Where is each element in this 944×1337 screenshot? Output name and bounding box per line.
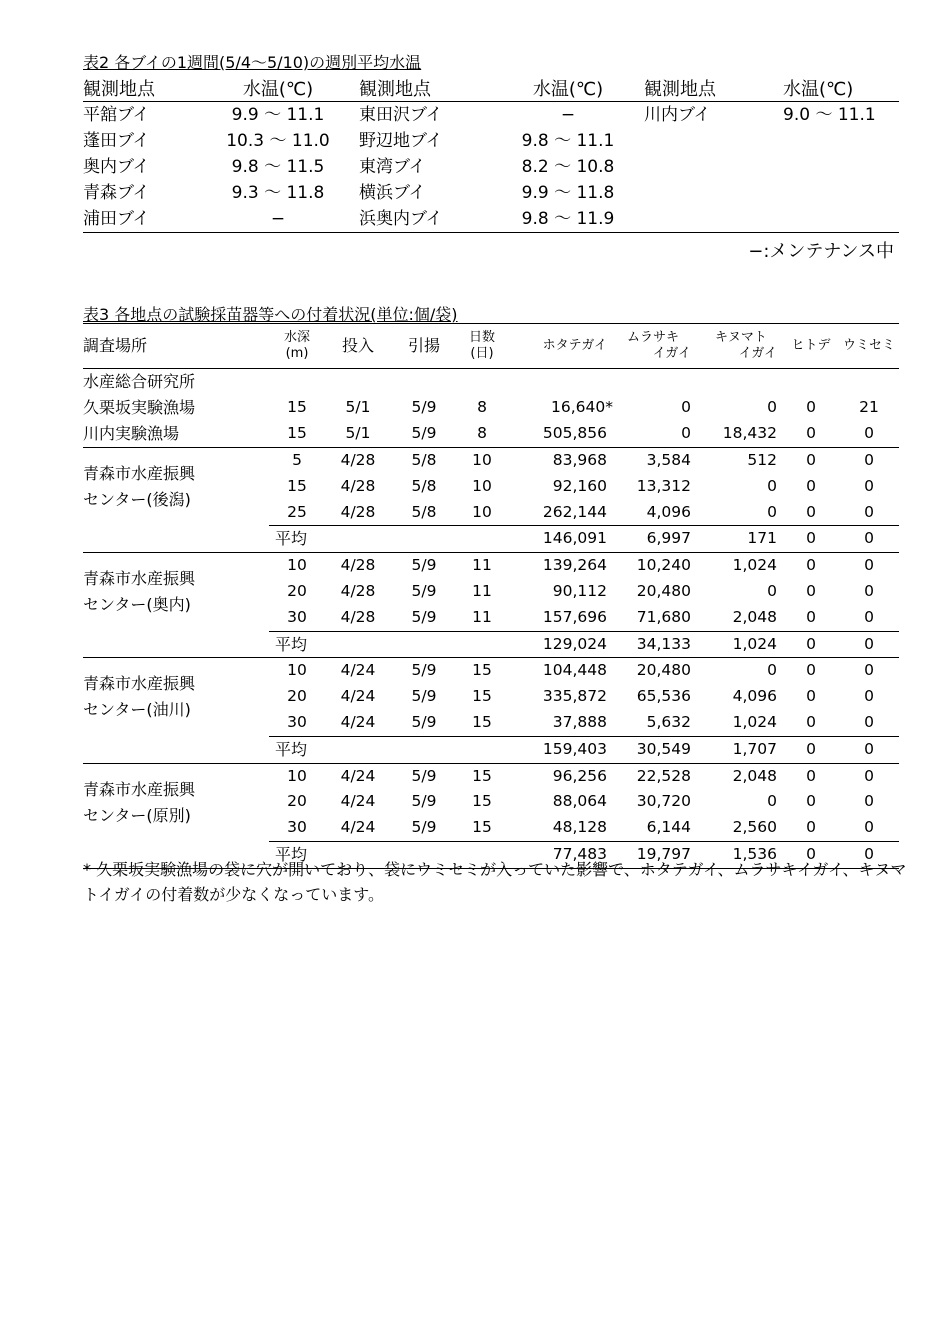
t3-avg-label: 平均 — [269, 736, 507, 763]
t3-hitode: 0 — [806, 451, 816, 469]
t2-cell: 浜奥内ブイ — [353, 206, 498, 233]
t3-umisemi: 0 — [839, 631, 899, 658]
t3-days: 10 — [472, 476, 492, 495]
t3-in: 4/28 — [340, 607, 376, 626]
t3-umisemi: 0 — [864, 792, 874, 811]
t3-umisemi: 0 — [839, 841, 899, 868]
t3-hotate: 139,264 — [542, 556, 607, 575]
t3-hitode: 0 — [783, 841, 839, 868]
t3-umisemi: 0 — [864, 818, 874, 837]
t3-in: 4/24 — [340, 661, 376, 680]
t3-hotate: 104,448 — [542, 661, 607, 680]
t3-hotate: 48,128 — [552, 818, 607, 837]
t3-header-out: 引揚 — [391, 324, 457, 369]
t3-days: 15 — [472, 661, 492, 680]
table-row — [83, 421, 899, 448]
t3-in: 5/1 — [325, 421, 391, 448]
t3-header-depth: 水深 (m) — [269, 324, 325, 369]
t2-header-station: 観測地点 — [353, 78, 498, 102]
table-row — [83, 448, 899, 474]
t2-header-station: 観測地点 — [638, 78, 783, 102]
t3-out: 5/9 — [411, 712, 437, 731]
t3-site: 青森市水産振興 センター(原別) — [83, 779, 196, 825]
t3-days: 15 — [472, 792, 492, 811]
t3-days: 11 — [472, 607, 492, 626]
t3-umisemi: 0 — [864, 581, 874, 600]
t3-out: 5/8 — [411, 476, 437, 495]
t3-depth: 15 — [269, 421, 325, 448]
t3-murasaki: 4,096 — [646, 502, 691, 521]
t3-header-in: 投入 — [325, 324, 391, 369]
t3-murasaki: 13,312 — [636, 476, 691, 495]
t3-murasaki: 6,144 — [646, 818, 691, 837]
t3-site: 青森市水産振興 センター(油川) — [83, 674, 196, 720]
t3-kinuma: 4,096 — [732, 687, 777, 706]
table-row — [83, 369, 899, 396]
t3-depth: 20 — [287, 581, 307, 600]
t3-umisemi: 0 — [839, 736, 899, 763]
t2-cell: 9.8 〜 11.5 — [231, 157, 325, 177]
t3-umisemi: 0 — [864, 476, 874, 495]
t3-hotate: 159,403 — [507, 736, 613, 763]
t3-out: 5/8 — [411, 502, 437, 521]
t2-cell: 青森ブイ — [83, 183, 150, 203]
t3-in: 4/28 — [340, 451, 376, 469]
t3-site: 久栗坂実験漁場 — [83, 398, 196, 417]
t3-depth: 25 — [287, 502, 307, 521]
t3-kinuma: 0 — [767, 502, 777, 521]
table3-footnote: * 久栗坂実験漁場の袋に穴が開いており、袋にウミセミが入っていた影響で、ホタテガイ、ムラサキイガイ、キヌマトイガイの付着数が少なくなっています。 — [83, 860, 907, 904]
t3-site: 川内実験漁場 — [83, 421, 269, 448]
t3-kinuma: 18,432 — [697, 421, 783, 448]
t3-depth: 20 — [287, 687, 307, 706]
t3-days: 15 — [472, 766, 492, 785]
t3-murasaki: 6,997 — [613, 526, 697, 553]
t3-days: 10 — [472, 451, 492, 469]
t3-depth: 20 — [287, 792, 307, 811]
t3-hotate: 88,064 — [552, 792, 607, 811]
t2-cell: 9.8 〜 11.9 — [498, 206, 638, 233]
t3-murasaki: 30,720 — [636, 792, 691, 811]
t3-out: 5/9 — [411, 792, 437, 811]
t3-hotate: 505,856 — [507, 421, 613, 448]
t3-hitode: 0 — [806, 607, 816, 626]
t3-kinuma: 0 — [767, 661, 777, 680]
t3-murasaki: 19,797 — [613, 841, 697, 868]
t3-kinuma: 0 — [767, 476, 777, 495]
t3-avg-label: 平均 — [269, 526, 507, 553]
t3-kinuma: 1,707 — [697, 736, 783, 763]
t2-cell: − — [203, 206, 353, 233]
t2-cell: 9.9 〜 11.1 — [231, 105, 325, 125]
t3-hitode: 0 — [806, 818, 816, 837]
table-row — [83, 658, 899, 684]
t2-cell: 蓬田ブイ — [83, 131, 150, 151]
t3-umisemi: 0 — [864, 687, 874, 706]
t3-site: 青森市水産振興 センター(後潟) — [83, 463, 196, 509]
t3-kinuma: 1,024 — [732, 712, 777, 731]
t3-in: 4/24 — [340, 818, 376, 837]
table-row — [83, 102, 899, 129]
t3-hotate: 157,696 — [542, 607, 607, 626]
t3-kinuma: 171 — [697, 526, 783, 553]
t3-in: 5/1 — [345, 398, 371, 417]
table2 — [83, 78, 899, 233]
t2-cell — [783, 206, 899, 233]
t2-cell: − — [560, 105, 576, 125]
t3-hotate: 90,112 — [552, 581, 607, 600]
table-row — [83, 553, 899, 579]
t2-cell: 奥内ブイ — [83, 157, 150, 177]
t3-out: 5/9 — [391, 421, 457, 448]
t3-hitode: 0 — [806, 476, 816, 495]
table-row — [83, 128, 899, 154]
t3-hitode: 0 — [806, 766, 816, 785]
t3-kinuma: 512 — [747, 451, 777, 469]
t3-in: 4/28 — [340, 581, 376, 600]
t3-murasaki: 5,632 — [646, 712, 691, 731]
t3-hitode: 0 — [783, 421, 839, 448]
t3-hotate: 77,483 — [507, 841, 613, 868]
t3-murasaki: 20,480 — [636, 661, 691, 680]
t3-in: 4/28 — [340, 502, 376, 521]
t2-header-temp: 水温(℃) — [783, 78, 899, 102]
table-row — [83, 154, 899, 180]
t3-out: 5/8 — [411, 451, 437, 469]
t3-murasaki: 20,480 — [636, 581, 691, 600]
t3-days: 15 — [472, 712, 492, 731]
t3-depth: 10 — [287, 766, 307, 785]
t3-hotate: 146,091 — [507, 526, 613, 553]
t3-hitode: 0 — [806, 502, 816, 521]
t2-cell: 東田沢ブイ — [359, 105, 443, 125]
t3-hotate: 16,640* — [551, 398, 613, 417]
t3-murasaki: 65,536 — [636, 687, 691, 706]
t3-kinuma: 2,048 — [732, 607, 777, 626]
t3-in: 4/28 — [340, 476, 376, 495]
table-row-average — [83, 736, 899, 763]
t3-umisemi: 0 — [839, 526, 899, 553]
t2-cell: 野辺地ブイ — [359, 131, 443, 151]
table-row — [83, 180, 899, 206]
t3-murasaki: 30,549 — [613, 736, 697, 763]
t3-umisemi: 0 — [864, 607, 874, 626]
t3-hotate: 262,144 — [542, 502, 607, 521]
t3-hotate: 335,872 — [542, 687, 607, 706]
t2-cell: 9.3 〜 11.8 — [231, 183, 325, 203]
t3-murasaki: 22,528 — [636, 766, 691, 785]
table-row — [83, 395, 899, 421]
t3-murasaki: 0 — [613, 421, 697, 448]
t3-header-days: 日数 (日) — [457, 324, 507, 369]
t3-hotate: 129,024 — [507, 631, 613, 658]
table-row-average — [83, 526, 899, 553]
t3-hitode: 0 — [806, 712, 816, 731]
t3-in: 4/28 — [340, 556, 376, 575]
t3-murasaki: 0 — [681, 398, 691, 417]
t3-umisemi: 0 — [839, 421, 899, 448]
t3-site: 青森市水産振興 センター(奥内) — [83, 569, 196, 615]
t2-cell — [638, 154, 783, 180]
t2-cell: 川内ブイ — [644, 105, 711, 125]
t3-in: 4/24 — [340, 792, 376, 811]
t3-header-site: 調査場所 — [83, 324, 269, 369]
t3-kinuma: 0 — [767, 792, 777, 811]
t2-header-temp: 水温(℃) — [498, 78, 638, 102]
t3-hotate: 96,256 — [552, 766, 607, 785]
table-row-average — [83, 631, 899, 658]
t3-hotate: 92,160 — [552, 476, 607, 495]
t3-out: 5/9 — [411, 818, 437, 837]
table2-title: 表2 各ブイの1週間(5/4〜5/10)の週別平均水温 — [83, 53, 422, 72]
t2-cell — [783, 154, 899, 180]
t3-hitode: 0 — [783, 526, 839, 553]
t3-kinuma: 1,024 — [697, 631, 783, 658]
t3-hotate: 83,968 — [552, 451, 607, 469]
t2-header-station: 観測地点 — [83, 78, 203, 102]
t3-umisemi: 0 — [864, 502, 874, 521]
t2-cell: 平舘ブイ — [83, 105, 150, 125]
t2-cell — [783, 128, 899, 154]
t3-depth: 30 — [287, 712, 307, 731]
t3-avg-label: 平均 — [269, 631, 507, 658]
t3-site: 水産総合研究所 — [83, 372, 196, 391]
t3-depth: 30 — [287, 607, 307, 626]
t3-kinuma: 1,536 — [697, 841, 783, 868]
t2-cell — [638, 128, 783, 154]
t3-out: 5/9 — [411, 687, 437, 706]
table2-header-row — [83, 78, 899, 102]
t3-umisemi: 0 — [864, 661, 874, 680]
t3-hitode: 0 — [806, 687, 816, 706]
t3-days: 8 — [457, 421, 507, 448]
t3-umisemi: 0 — [864, 712, 874, 731]
t3-out: 5/9 — [411, 398, 437, 417]
t3-avg-label: 平均 — [269, 841, 507, 868]
t2-cell: 9.8 〜 11.1 — [521, 131, 615, 151]
t3-hitode: 0 — [783, 736, 839, 763]
t3-hotate: 37,888 — [552, 712, 607, 731]
t3-kinuma: 0 — [767, 581, 777, 600]
t3-kinuma: 2,560 — [732, 818, 777, 837]
t2-header-temp: 水温(℃) — [203, 78, 353, 102]
t3-umisemi: 0 — [864, 556, 874, 575]
t3-hitode: 0 — [806, 661, 816, 680]
t3-days: 10 — [472, 502, 492, 521]
t3-umisemi: 21 — [859, 398, 879, 417]
t2-cell: 東湾ブイ — [359, 157, 426, 177]
t3-days: 15 — [472, 818, 492, 837]
t3-kinuma: 2,048 — [732, 766, 777, 785]
t3-in: 4/24 — [340, 766, 376, 785]
t3-umisemi: 0 — [864, 766, 874, 785]
table3 — [83, 323, 899, 869]
t3-days: 11 — [472, 581, 492, 600]
t3-header-umisemi: ウミセミ — [839, 324, 899, 369]
t3-out: 5/9 — [411, 581, 437, 600]
t3-murasaki: 71,680 — [636, 607, 691, 626]
t2-cell: 9.9 〜 11.8 — [521, 183, 615, 203]
t3-depth: 15 — [287, 476, 307, 495]
table3-title: 表3 各地点の試験採苗器等への付着状況(単位:個/袋) — [83, 305, 458, 324]
t3-header-hotate: ホタテガイ — [507, 324, 613, 369]
t3-days: 8 — [477, 398, 487, 417]
t3-depth: 30 — [287, 818, 307, 837]
t2-cell: 浦田ブイ — [83, 206, 203, 233]
table3-header-row — [83, 324, 899, 369]
table-row — [83, 763, 899, 789]
table-row — [83, 206, 899, 233]
t2-cell — [783, 180, 899, 206]
t2-cell: 8.2 〜 10.8 — [521, 157, 615, 177]
t3-murasaki: 10,240 — [636, 556, 691, 575]
t3-murasaki: 3,584 — [646, 451, 691, 469]
t3-hitode: 0 — [806, 792, 816, 811]
t3-kinuma: 0 — [767, 398, 777, 417]
t3-depth: 5 — [292, 451, 302, 469]
t3-in: 4/24 — [340, 687, 376, 706]
t3-out: 5/9 — [411, 607, 437, 626]
table2-note: −:メンテナンス中 — [748, 241, 894, 262]
t3-hitode: 0 — [806, 556, 816, 575]
t2-cell — [638, 180, 783, 206]
t2-cell: 横浜ブイ — [359, 183, 426, 203]
t2-cell: 9.0 〜 11.1 — [783, 105, 876, 125]
t3-days: 15 — [472, 687, 492, 706]
t3-umisemi: 0 — [864, 451, 874, 469]
t2-cell — [638, 206, 783, 233]
t3-depth: 10 — [287, 556, 307, 575]
t3-murasaki: 34,133 — [613, 631, 697, 658]
t3-depth: 10 — [287, 661, 307, 680]
t3-hitode: 0 — [806, 581, 816, 600]
t3-header-hitode: ヒトデ — [783, 324, 839, 369]
t3-hitode: 0 — [783, 631, 839, 658]
t3-out: 5/9 — [411, 766, 437, 785]
t3-days: 11 — [472, 556, 492, 575]
t3-hitode: 0 — [806, 398, 816, 417]
t2-cell: 10.3 〜 11.0 — [226, 131, 330, 151]
t3-header-kinuma: キヌマト イガイ — [697, 324, 783, 369]
t3-header-murasaki: ムラサキ イガイ — [613, 324, 697, 369]
t3-out: 5/9 — [411, 556, 437, 575]
t3-in: 4/24 — [340, 712, 376, 731]
t3-depth: 15 — [287, 398, 307, 417]
t3-kinuma: 1,024 — [732, 556, 777, 575]
t3-out: 5/9 — [411, 661, 437, 680]
